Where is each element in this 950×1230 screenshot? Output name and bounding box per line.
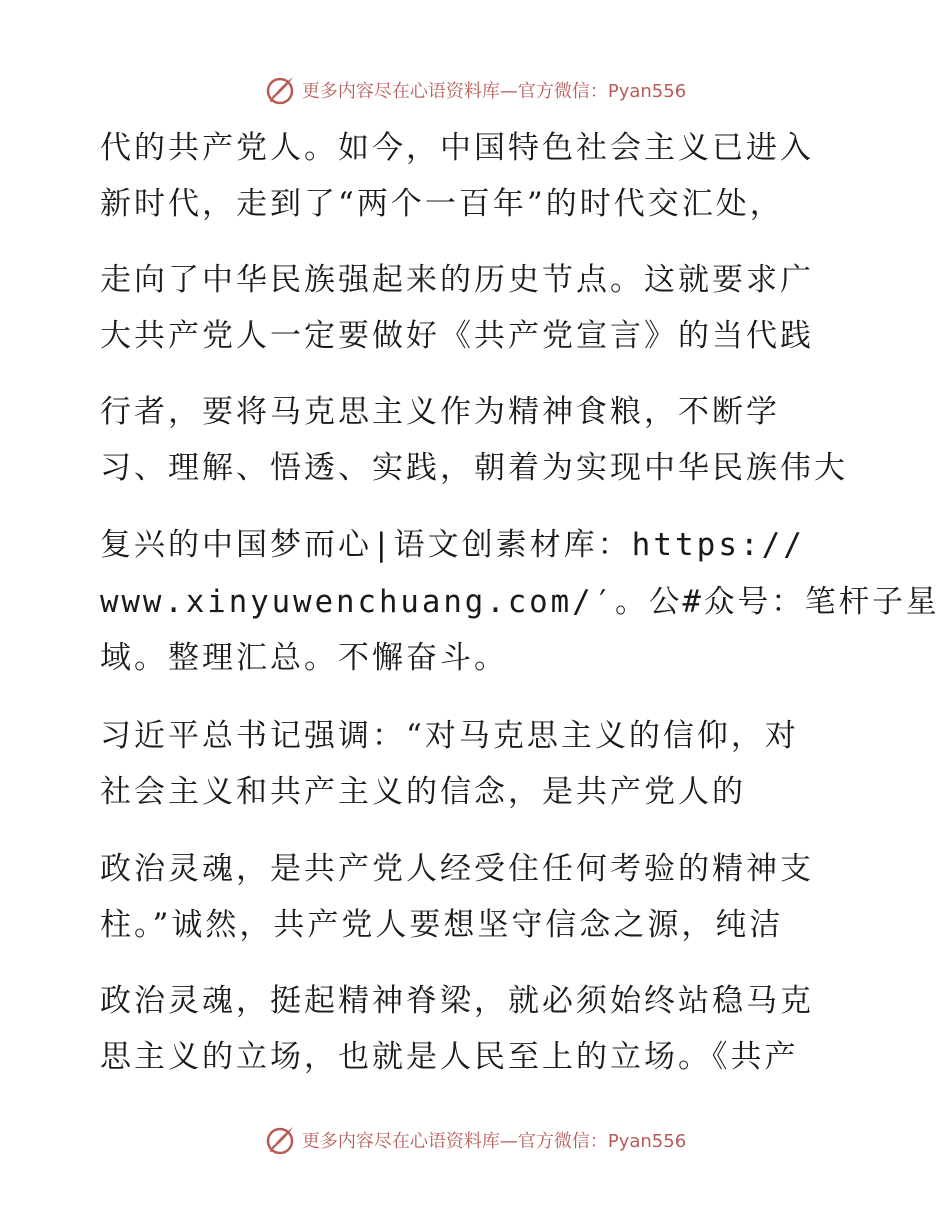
- text-line: 思主义的立场，也就是人民至上的立场。《共产: [100, 1039, 799, 1075]
- feather-pen-seal-icon: [264, 74, 296, 106]
- text-line: 柱。”诚然，共产党人要想坚守信念之源，纯洁: [100, 907, 784, 943]
- text-line: 新时代，走到了“两个一百年”的时代交汇处，: [100, 186, 784, 222]
- watermark-text: 更多内容尽在心语资料库—官方微信：Pyan556: [301, 81, 687, 102]
- text-line: www.xinyuwenchuang.com/′。公#众号：笔杆子星: [100, 584, 940, 620]
- text-line: 代的共产党人。如今，中国特色社会主义已进入: [100, 130, 814, 166]
- text-line: 走向了中华民族强起来的历史节点。这就要求广: [100, 262, 814, 298]
- text-line: 复兴的中国梦而心|语文创素材库：https://: [100, 527, 805, 563]
- header-watermark: [0, 70, 950, 110]
- watermark-text: 更多内容尽在心语资料库—官方微信：Pyan556: [301, 1131, 687, 1152]
- text-line: 习、理解、悟透、实践，朝着为实现中华民族伟大: [100, 450, 848, 486]
- text-line: 习近平总书记强调：“对马克思主义的信仰，对: [100, 718, 799, 754]
- feather-pen-seal-icon: [264, 1124, 296, 1156]
- footer-watermark: [0, 1120, 950, 1160]
- text-line: 大共产党人一定要做好《共产党宣言》的当代践: [100, 318, 814, 354]
- text-line: 政治灵魂，挺起精神脊梁，就必须始终站稳马克: [100, 983, 814, 1019]
- text-line: 域。整理汇总。不懈奋斗。: [100, 640, 508, 676]
- text-line: 社会主义和共产主义的信念，是共产党人的: [100, 774, 746, 810]
- text-line: 行者，要将马克思主义作为精神食粮，不断学: [100, 394, 780, 430]
- text-line: 政治灵魂，是共产党人经受住任何考验的精神支: [100, 851, 814, 887]
